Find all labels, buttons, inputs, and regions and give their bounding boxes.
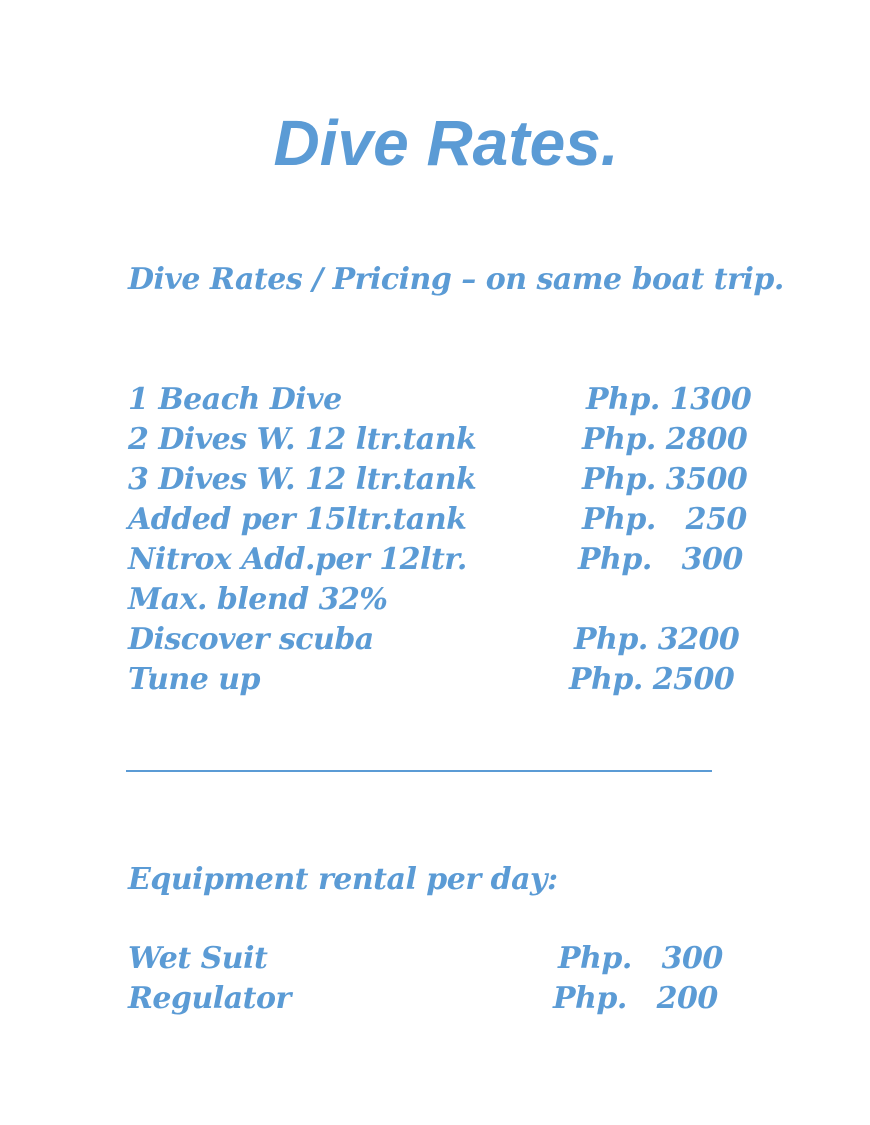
rate-row <box>128 580 748 620</box>
rate-price: Php. 3200 <box>574 622 740 657</box>
rate-label: 3 Dives W. 12 ltr.tank <box>128 462 477 497</box>
section-divider <box>126 770 712 772</box>
rate-label: Max. blend 32% <box>128 582 388 617</box>
rate-price: Php. 250 <box>582 502 747 537</box>
equipment-row <box>128 979 748 1019</box>
equipment-price: Php. 200 <box>553 981 718 1016</box>
rates-list <box>128 380 752 700</box>
rate-row <box>128 500 748 540</box>
equipment-list <box>128 939 748 1019</box>
rate-label: Discover scuba <box>128 622 374 657</box>
rate-price: Php. 3500 <box>582 462 748 497</box>
equipment-label: Regulator <box>128 981 291 1016</box>
rate-label: Tune up <box>128 662 261 697</box>
equipment-row <box>128 939 748 979</box>
rate-label: Added per 15ltr.tank <box>128 502 467 537</box>
rate-row <box>128 660 748 700</box>
rate-label: Nitrox Add.per 12ltr. <box>128 542 467 577</box>
rate-label: 2 Dives W. 12 ltr.tank <box>128 422 477 457</box>
rates-subtitle: Dive Rates / Pricing – on same boat trip. <box>128 262 784 297</box>
rate-row <box>128 380 752 420</box>
rate-label: 1 Beach Dive <box>128 382 342 417</box>
rate-row <box>128 620 748 660</box>
page-title: Dive Rates. <box>273 107 619 179</box>
rate-row <box>128 420 748 460</box>
rate-row <box>128 460 748 500</box>
rate-price: Php. 2500 <box>569 662 735 697</box>
equipment-heading: Equipment rental per day: <box>128 862 558 897</box>
equipment-label: Wet Suit <box>128 941 268 976</box>
rate-price: Php. 2800 <box>582 422 748 457</box>
equipment-price: Php. 300 <box>558 941 723 976</box>
rate-row <box>128 540 748 580</box>
rate-price: Php. 1300 <box>586 382 752 417</box>
rate-price: Php. 300 <box>578 542 743 577</box>
